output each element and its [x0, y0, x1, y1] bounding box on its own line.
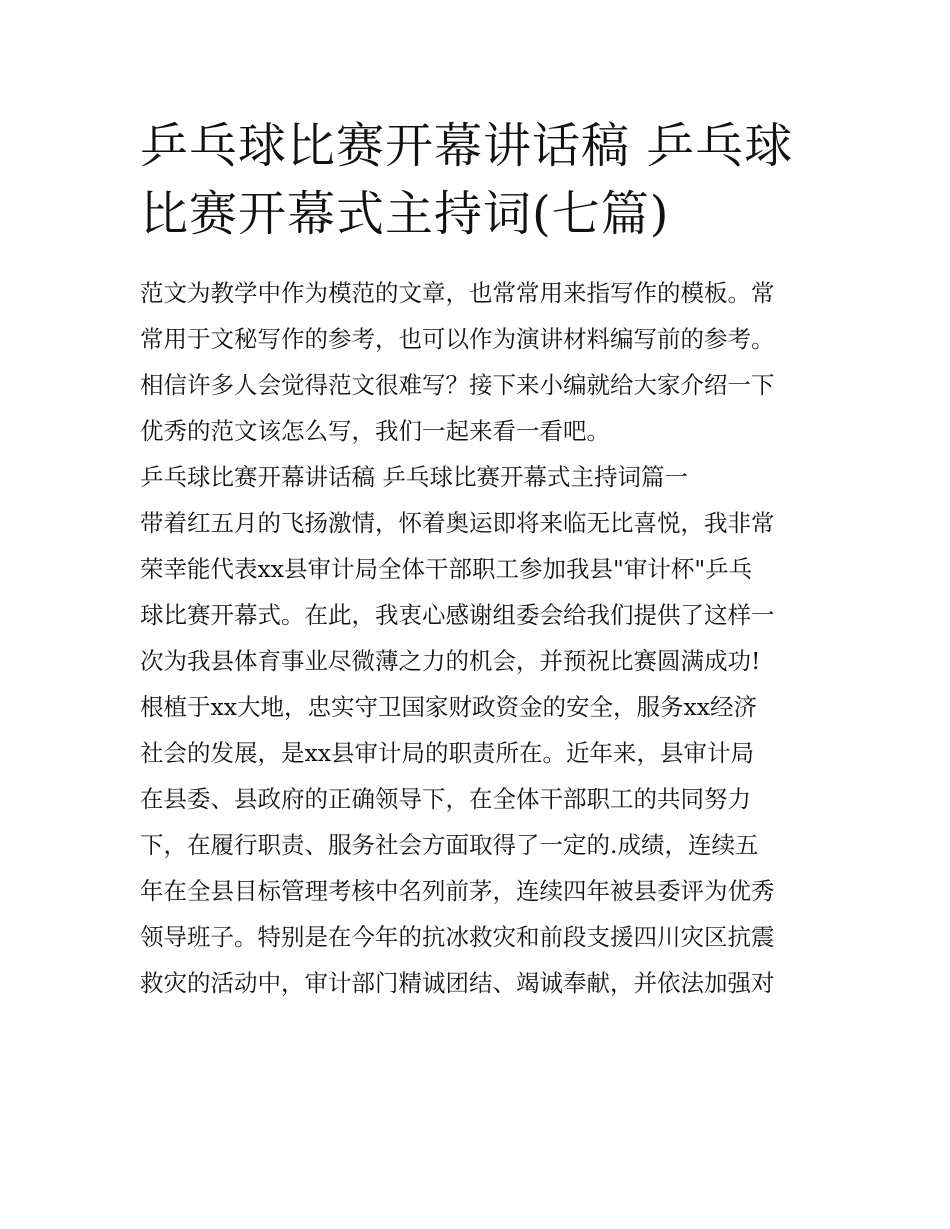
title-line-2: 比赛开幕式主持词(七篇) [140, 186, 670, 242]
body-line: 常用于文秘写作的参考，也可以作为演讲材料编写前的参考。 [140, 325, 775, 353]
body-line: 救灾的活动中，审计部门精诚团结、竭诚奉献，并依法加强对 [140, 969, 775, 997]
body-line: 下，在履行职责、服务社会方面取得了一定的.成绩，连续五 [140, 831, 759, 859]
body-line: 相信许多人会觉得范文很难写？接下来小编就给大家介绍一下 [140, 371, 775, 399]
body-line: 社会的发展，是xx县审计局的职责所在。近年来，县审计局 [140, 739, 755, 767]
document-body [140, 270, 812, 1006]
section-heading: 乒乓球比赛开幕讲话稿 乒乓球比赛开幕式主持词篇一 [140, 463, 688, 491]
body-line: 带着红五月的飞扬激情，怀着奥运即将来临无比喜悦，我非常 [140, 509, 775, 537]
body-line: 领导班子。特别是在今年的抗冰救灾和前段支援四川灾区抗震 [140, 923, 775, 951]
body-line: 根植于xx大地，忠实守卫国家财政资金的安全，服务xx经济 [140, 693, 758, 721]
document-title [140, 112, 812, 248]
document-page [140, 112, 812, 1006]
body-line: 在县委、县政府的正确领导下，在全体干部职工的共同努力 [140, 785, 751, 813]
body-line: 次为我县体育事业尽微薄之力的机会，并预祝比赛圆满成功! [140, 647, 761, 675]
title-line-1: 乒乓球比赛开幕讲话稿 乒乓球 [140, 118, 794, 174]
body-line: 优秀的范文该怎么写，我们一起来看一看吧。 [140, 417, 610, 445]
body-line: 范文为教学中作为模范的文章，也常常用来指写作的模板。常 [140, 279, 775, 307]
body-line: 球比赛开幕式。在此，我衷心感谢组委会给我们提供了这样一 [140, 601, 775, 629]
body-line: 荣幸能代表xx县审计局全体干部职工参加我县"审计杯"乒乓 [140, 555, 753, 583]
body-line: 年在全县目标管理考核中名列前茅，连续四年被县委评为优秀 [140, 877, 775, 905]
